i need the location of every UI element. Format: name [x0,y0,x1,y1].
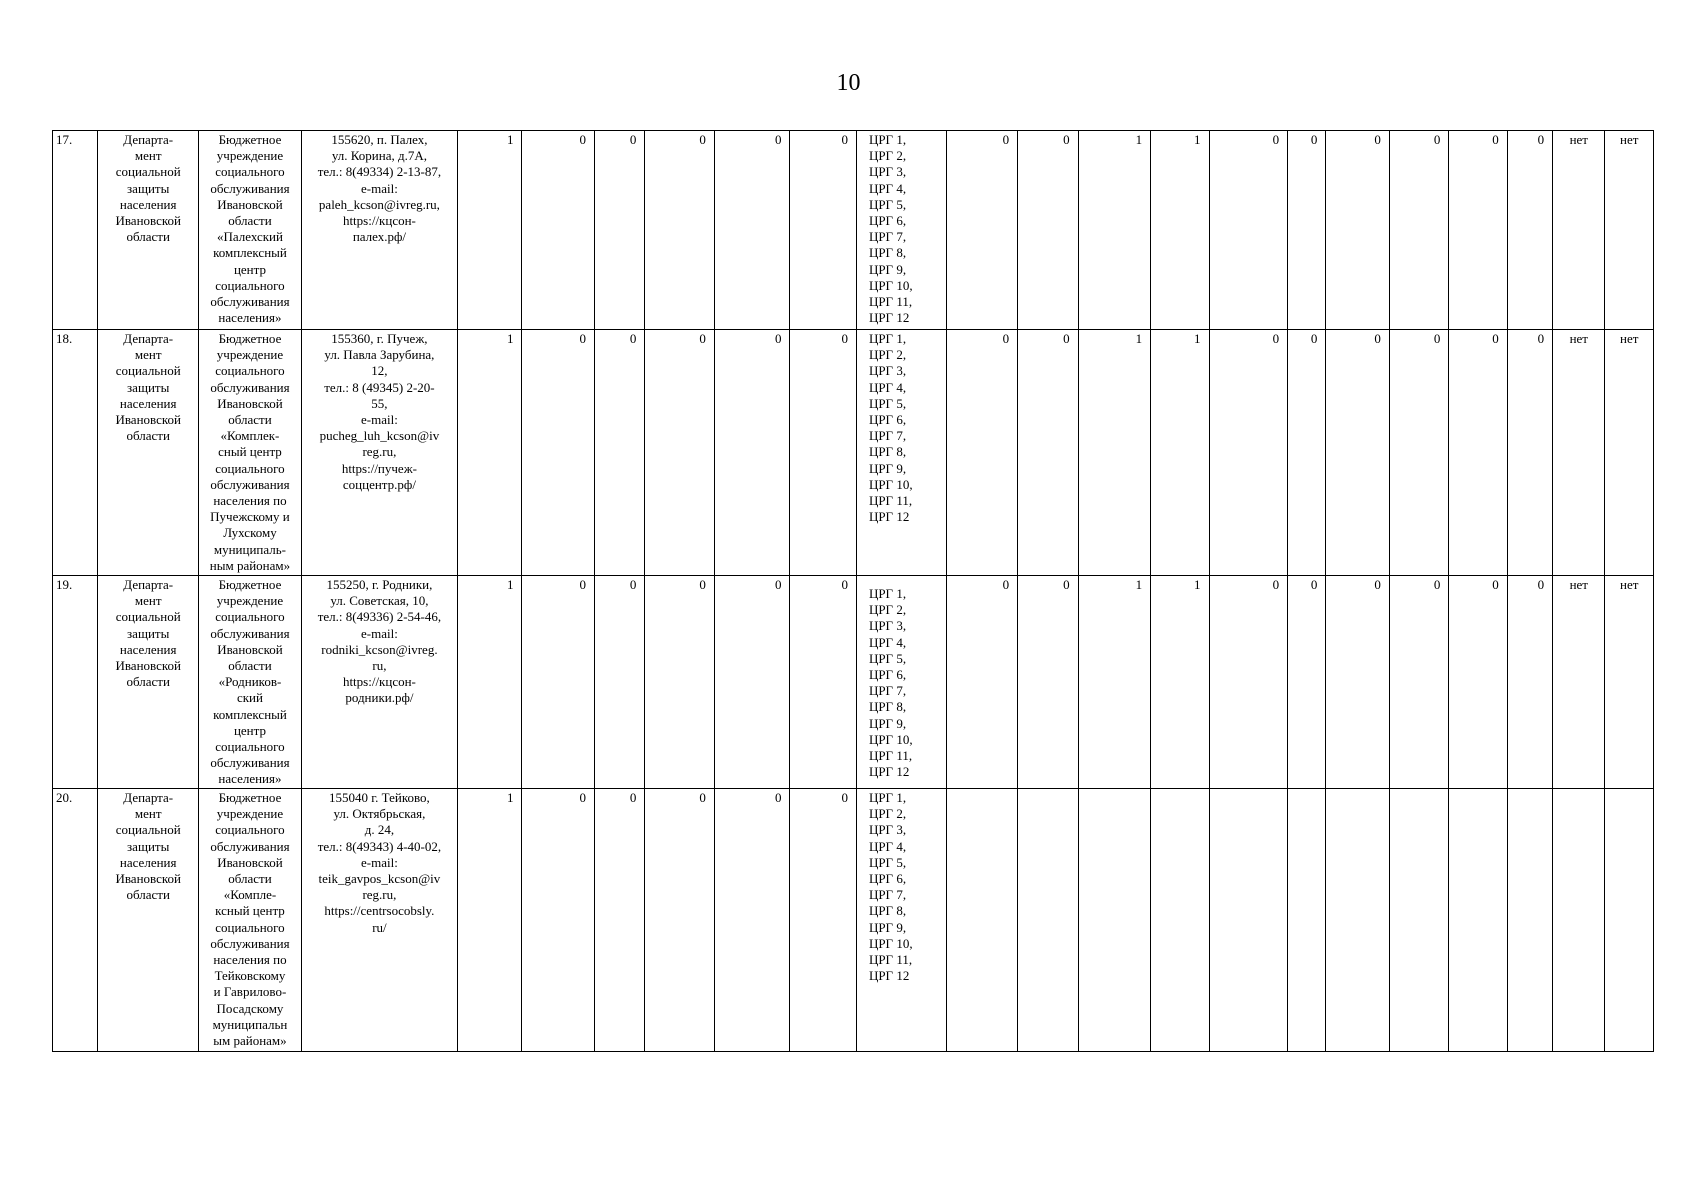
value-cell: 0 [1288,131,1326,330]
value-cell: 0 [714,789,790,1052]
value-cell: 0 [1449,576,1507,789]
value-cell: 0 [946,576,1018,789]
row-number: 19. [53,576,98,789]
flag-cell: нет [1553,330,1605,576]
value-cell: 0 [1018,131,1078,330]
department-cell: Департа- мент социальной защиты населения Ивановской области [98,789,199,1052]
flag-cell: нет [1553,576,1605,789]
value-cell [1078,789,1151,1052]
table-row [53,330,1654,576]
page-number: 10 [836,70,861,96]
table-row [53,789,1654,1052]
value-cell: 0 [1389,330,1448,576]
value-cell: 1 [458,330,522,576]
value-cell: 0 [1507,576,1552,789]
value-cell [1018,789,1078,1052]
value-cell: 0 [522,576,595,789]
table-row [53,576,1654,789]
address-cell: 155250, г. Родники, ул. Советская, 10, тел.: 8(49336) 2-54-46, e-mail: rodniki_kcson@ivreg. ru, https://кцсон- родники.рф/ [301,576,457,789]
value-cell [946,789,1018,1052]
value-cell: 0 [946,131,1018,330]
value-cell: 1 [458,576,522,789]
value-cell: 1 [458,131,522,330]
value-cell: 0 [595,330,645,576]
department-cell: Департа- мент социальной защиты населения Ивановской области [98,330,199,576]
value-cell: 0 [1449,330,1507,576]
target-groups-cell: ЦРГ 1, ЦРГ 2, ЦРГ 3, ЦРГ 4, ЦРГ 5, ЦРГ 6, ЦРГ 7, ЦРГ 8, ЦРГ 9, ЦРГ 10, ЦРГ 11, ЦРГ 12 [856,131,946,330]
value-cell: 0 [790,576,856,789]
value-cell: 0 [1209,131,1288,330]
value-cell: 0 [1018,576,1078,789]
value-cell [1326,789,1389,1052]
address-cell: 155040 г. Тейково, ул. Октябрьская, д. 24, тел.: 8(49343) 4-40-02, e-mail: teik_gavpos_kcson@iv reg.ru, https://centrsocobsly. ru/ [301,789,457,1052]
value-cell: 0 [1326,131,1389,330]
value-cell: 1 [1078,576,1151,789]
value-cell: 0 [1507,131,1552,330]
value-cell: 0 [595,789,645,1052]
value-cell: 0 [790,789,856,1052]
value-cell: 0 [522,330,595,576]
value-cell: 0 [1449,131,1507,330]
flag-cell: нет [1605,576,1654,789]
institution-cell: Бюджетное учреждение социального обслуживания Ивановской области «Комплек- сный центр социального обслуживания населения по Пучежскому и Лухскому муниципаль- ным районам» [199,330,302,576]
value-cell: 0 [645,131,715,330]
institution-cell: Бюджетное учреждение социального обслуживания Ивановской области «Палехский комплексный центр социального обслуживания населения» [199,131,302,330]
value-cell [1389,789,1448,1052]
value-cell: 0 [714,131,790,330]
row-number: 20. [53,789,98,1052]
value-cell: 0 [595,131,645,330]
value-cell: 0 [522,789,595,1052]
target-groups-cell: ЦРГ 1, ЦРГ 2, ЦРГ 3, ЦРГ 4, ЦРГ 5, ЦРГ 6, ЦРГ 7, ЦРГ 8, ЦРГ 9, ЦРГ 10, ЦРГ 11, ЦРГ 12 [856,576,946,789]
address-cell: 155360, г. Пучеж, ул. Павла Зарубина, 12, тел.: 8 (49345) 2-20- 55, e-mail: pucheg_luh_kcson@iv reg.ru, https://пучеж- соццентр.рф/ [301,330,457,576]
value-cell: 0 [645,330,715,576]
institution-cell: Бюджетное учреждение социального обслуживания Ивановской области «Родников- ский комплексный центр социального обслуживания населения» [199,576,302,789]
value-cell: 0 [790,330,856,576]
value-cell: 0 [1326,330,1389,576]
value-cell [1288,789,1326,1052]
value-cell: 1 [458,789,522,1052]
value-cell: 0 [1389,131,1448,330]
value-cell: 0 [595,576,645,789]
flag-cell: нет [1605,330,1654,576]
value-cell: 1 [1078,131,1151,330]
value-cell: 0 [645,576,715,789]
value-cell: 0 [714,330,790,576]
value-cell: 0 [1018,330,1078,576]
value-cell: 0 [1507,330,1552,576]
target-groups-cell: ЦРГ 1, ЦРГ 2, ЦРГ 3, ЦРГ 4, ЦРГ 5, ЦРГ 6, ЦРГ 7, ЦРГ 8, ЦРГ 9, ЦРГ 10, ЦРГ 11, ЦРГ 12 [856,789,946,1052]
row-number: 17. [53,131,98,330]
department-cell: Департа- мент социальной защиты населения Ивановской области [98,576,199,789]
value-cell [1209,789,1288,1052]
address-cell: 155620, п. Палех, ул. Корина, д.7А, тел.: 8(49334) 2-13-87, e-mail: paleh_kcson@ivreg.ru, https://кцсон- палех.рф/ [301,131,457,330]
value-cell: 0 [1288,330,1326,576]
value-cell [1151,789,1209,1052]
value-cell: 0 [1389,576,1448,789]
value-cell: 1 [1078,330,1151,576]
flag-cell: нет [1605,131,1654,330]
value-cell: 0 [522,131,595,330]
flag-cell [1553,789,1605,1052]
flag-cell: нет [1553,131,1605,330]
value-cell [1507,789,1552,1052]
department-cell: Департа- мент социальной защиты населения Ивановской области [98,131,199,330]
value-cell: 0 [714,576,790,789]
value-cell [1449,789,1507,1052]
value-cell: 0 [1288,576,1326,789]
institution-cell: Бюджетное учреждение социального обслуживания Ивановской области «Компле- ксный центр социального обслуживания населения по Тейковскому и Гаврилово- Посадскому муниципальн ым районам» [199,789,302,1052]
value-cell: 0 [946,330,1018,576]
target-groups-cell: ЦРГ 1, ЦРГ 2, ЦРГ 3, ЦРГ 4, ЦРГ 5, ЦРГ 6, ЦРГ 7, ЦРГ 8, ЦРГ 9, ЦРГ 10, ЦРГ 11, ЦРГ 12 [856,330,946,576]
registry-table [52,130,1654,1052]
flag-cell [1605,789,1654,1052]
value-cell: 0 [645,789,715,1052]
value-cell: 0 [1209,576,1288,789]
value-cell: 0 [1326,576,1389,789]
table-row [53,131,1654,330]
value-cell: 1 [1151,330,1209,576]
value-cell: 0 [790,131,856,330]
row-number: 18. [53,330,98,576]
value-cell: 1 [1151,131,1209,330]
value-cell: 0 [1209,330,1288,576]
value-cell: 1 [1151,576,1209,789]
